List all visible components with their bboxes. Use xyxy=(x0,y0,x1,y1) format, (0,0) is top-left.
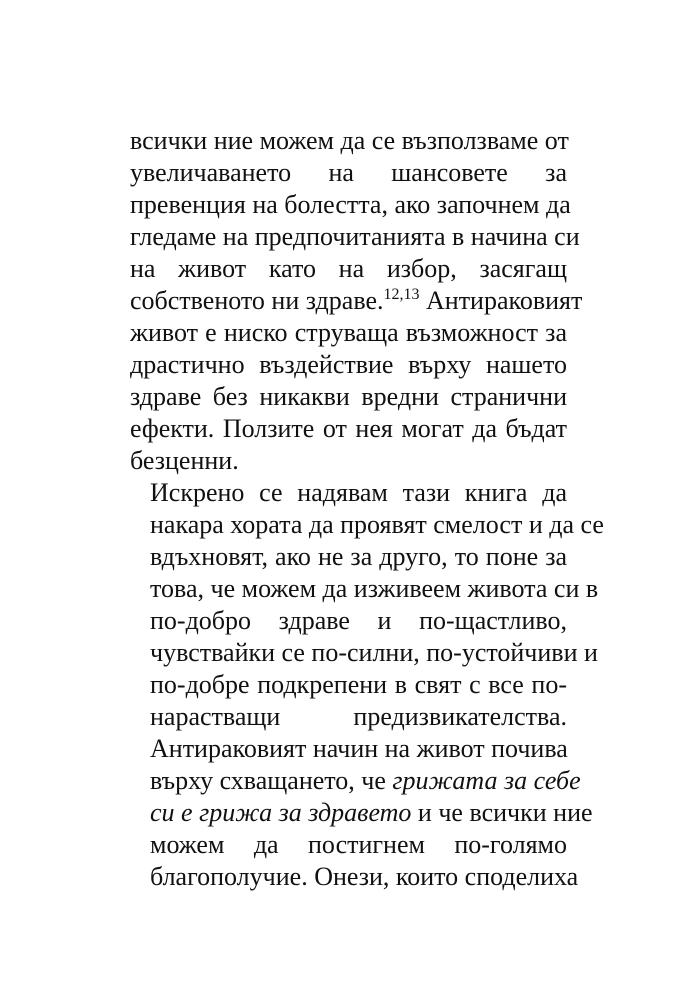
text-run: върху схващането, че xyxy=(150,766,393,795)
text-line: благополучие. Онези, които споделиха xyxy=(150,862,579,891)
text-line: накара хората да проявят смелост и да се xyxy=(150,510,604,539)
text-line: всички ние можем да се възползваме от xyxy=(130,126,569,155)
text-line: живот е ниско струваща възможност за xyxy=(130,318,567,347)
text-line xyxy=(130,765,581,797)
paragraph-1 xyxy=(130,125,583,477)
text-line: на живот като на избор, засягащ xyxy=(130,254,567,283)
italic-phrase: грижата за себе xyxy=(392,766,581,795)
text-line: чувствайки се по-силни, по-устойчиви и xyxy=(150,638,598,667)
italic-phrase: си е грижа за здравето xyxy=(150,798,412,827)
text-run: Антираковият xyxy=(419,286,583,315)
text-line: нарастващи предизвикателства. xyxy=(150,702,567,731)
text-line xyxy=(130,285,583,317)
text-line: по-добро здраве и по-щастливо, xyxy=(150,606,567,635)
text-line: вдъхновят, ако не за друго, то поне за xyxy=(150,542,567,571)
text-line: Антираковият начин на живот почива xyxy=(150,734,568,763)
text-line: здраве без никакви вредни странични xyxy=(130,382,567,411)
text-line: ефекти. Ползите от нея могат да бъдат xyxy=(130,414,567,443)
text-line: безценни. xyxy=(130,446,239,475)
paragraph-2 xyxy=(130,477,604,893)
text-line: по-добре подкрепени в свят с все по- xyxy=(150,670,567,699)
text-line: Искрено се надявам тази книга да xyxy=(150,478,567,507)
text-line: превенция на болестта, ако започнем да xyxy=(130,190,571,219)
text-run: и че всички ние xyxy=(411,798,593,827)
text-line xyxy=(130,797,593,829)
text-line: това, че можем да изживеем живота си в xyxy=(150,574,599,603)
text-run: собственото ни здраве. xyxy=(130,286,384,315)
text-line: можем да постигнем по-голямо xyxy=(150,830,567,859)
text-line: драстично въздействие върху нашето xyxy=(130,350,567,379)
footnote-reference: 12,13 xyxy=(383,286,420,303)
text-line: гледаме на предпочитанията в начина си xyxy=(130,222,580,251)
text-line: увеличаването на шансовете за xyxy=(130,158,567,187)
document-page xyxy=(130,125,604,893)
